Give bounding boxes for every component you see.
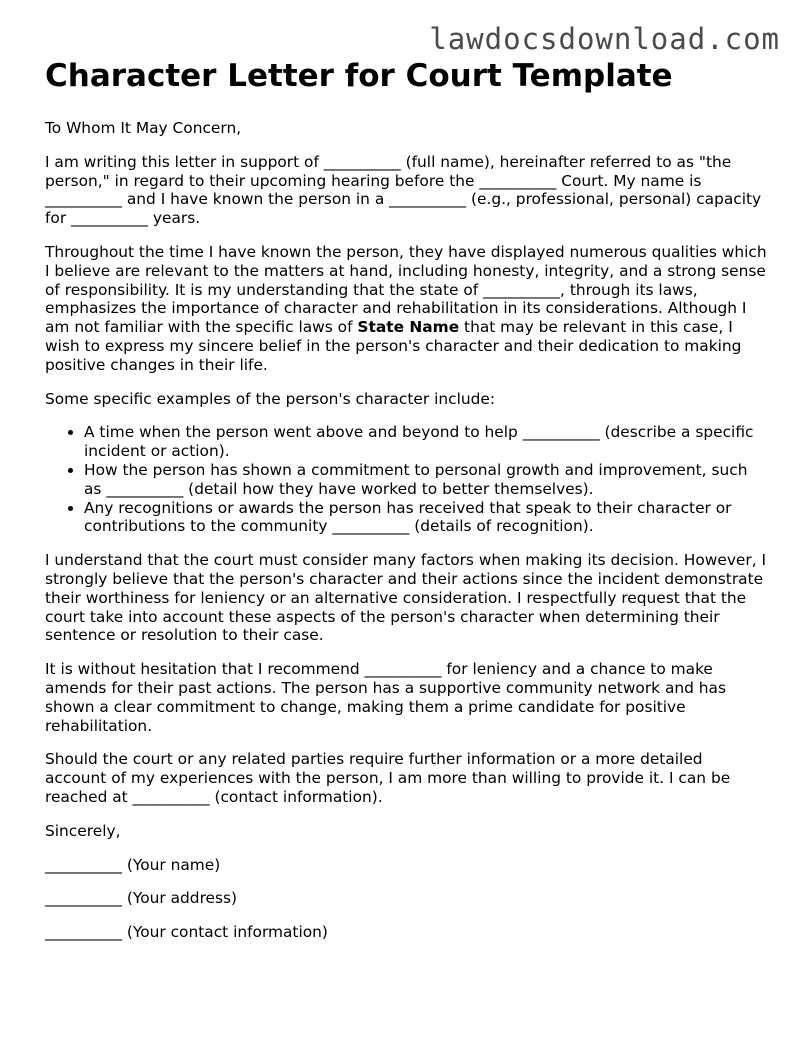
paragraph-request: I understand that the court must consider many factors when making its decision. However, I strongly believe that the person's character and their actions since the incident demonstrate their worthiness for leniency or an alternative consideration. I respectfully request that the court take into account these aspects of the person's character when determining their sentence or resolution to their case. (45, 551, 767, 645)
examples-list (45, 423, 767, 536)
paragraph-qualities (45, 243, 767, 375)
paragraph-recommendation: It is without hesitation that I recommend __________ for leniency and a chance to make amends for their past actions. The person has a supportive community network and has shown a clear commitment to change, making them a prime candidate for positive rehabilitation. (45, 660, 727, 735)
signature-name: __________ (Your name) (45, 855, 221, 874)
watermark: lawdocsdownload.com (429, 22, 780, 56)
signature-contact: __________ (Your contact information) (45, 923, 328, 942)
paragraph-contact: Should the court or any related parties require further information or a more detailed account of my experiences with the person, I am more than willing to provide it. I can be reached at __________ (contact information). (45, 750, 731, 806)
list-item: • A time when the person went above and beyond to help __________ (describe a specific incident or action). (84, 423, 767, 461)
closing: Sincerely, (45, 821, 121, 840)
examples-intro: Some specific examples of the person's character include: (45, 389, 496, 408)
salutation: To Whom It May Concern, (45, 119, 242, 137)
list-item: • How the person has shown a commitment to personal growth and improvement, such as __________ (detail how they have worked to better themselves). (84, 461, 767, 499)
signature-address: __________ (Your address) (45, 889, 238, 908)
paragraph-qualities-text-2: that may be relevant in this case, I wish to express my sincere belief in the person's character and their dedication to making positive changes in their life. (45, 318, 742, 374)
paragraph-intro: I am writing this letter in support of __________ (full name), hereinafter referred to as "the person," in regard to their upcoming hearing before the __________ Court. My name is __________ and I have known the person in a __________ (e.g., professional, personal) capacity for __________ years. (45, 152, 762, 228)
letter-document (45, 56, 767, 957)
page-title: Character Letter for Court Template (45, 58, 673, 94)
paragraph-qualities-text-1: Throughout the time I have known the person, they have displayed numerous qualities which I believe are relevant to the matters at hand, including honesty, integrity, and a strong sense of responsibility. It is my understanding that the state of __________, through its laws, emphasizes the importance of character and rehabilitation in its considerations. Although I am not familiar with the specific laws of (45, 242, 767, 337)
list-item: • Any recognitions or awards the person has received that speak to their character or contributions to the community __________ (details of recognition). (84, 499, 767, 537)
state-name-placeholder: State Name (357, 318, 460, 337)
